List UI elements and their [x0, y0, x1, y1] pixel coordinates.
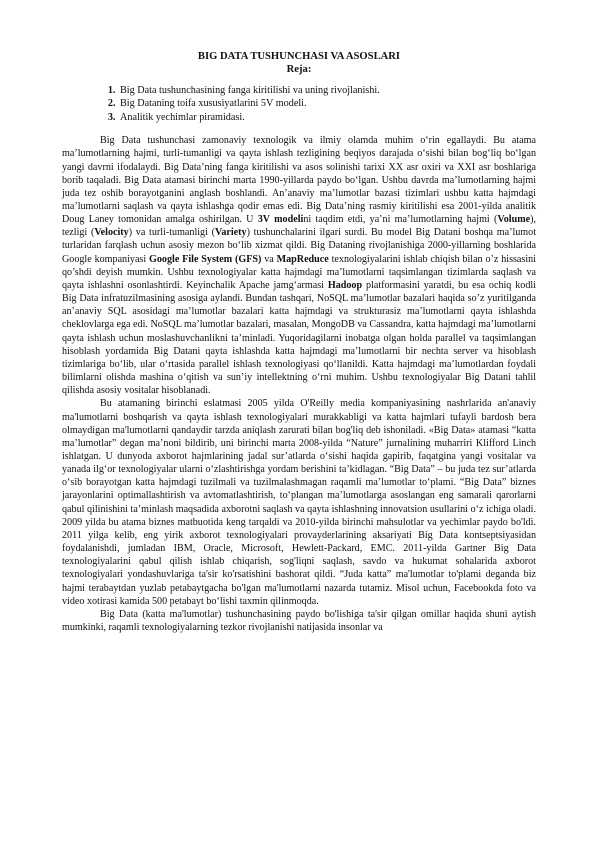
text-run: ni taqdim etdi, ya’ni ma’lumotlarning hajmi (	[303, 214, 498, 226]
text-run: Big Data (katta ma'lumotlar) tushunchasining paydo bo'lishiga ta'sir qilgan omillar haqida shuni aytish mumkinki, raqamli texnologiyalarning tezkor rivojlanishi natijasida insonlar va	[62, 608, 536, 633]
text-run: ), tezligi (	[62, 214, 536, 239]
plan-item: 3. Analitik yechimlar piramidasi.	[118, 111, 536, 124]
body-paragraph	[62, 397, 536, 608]
plan-item: 1. Big Data tushunchasining fanga kiritilishi va uning rivojlanishi.	[118, 84, 536, 97]
text-run: platformasini yaratdi, bu esa ochiq kodli Big Data infratuzilmasining asosiga aylandi. Bundan tashqari, NoSQL ma’lumotlar bazalari haqida so’z yuritilganda an’anaviy SQL asosidagi ma’lumotlar bazalari katta hajmdagi va strukturasiz ma’lumotlarni qayta ishlashda cheklovlarga ega edi. NoSQL ma’lumotlar bazalari, masalan, MongoDB va Cassandra, katta hajmdagi ma’lumotlarni qayta ishlash uchun moslashuvchanlikni ta’minladi. Yuqoridagilarni inobatga olgan holda parallel va taqsimlangan hisoblash yordamida Big Datani qayta ishlashda katta hajmdagi ma’lumotlarni bir nechta server va hisoblash tizimlariga bo‘lib, ular o‘rtasida parallel ishlash texnologiyasi qo‘llanildi. Katta hajmdagi ma’lumotlardan foydali bilimlarni olishda mashina o‘qitish va sun’iy intellektning o‘rni muhim. Ushbu texnologiyalar Big Datani tahlil qilishda asosiy vositalar hisoblanadi.	[62, 279, 537, 397]
document-subtitle: Reja:	[286, 64, 312, 75]
bold-term: Google File System (GFS)	[149, 253, 262, 265]
text-run: ) va turli-tumanligi (	[128, 227, 215, 239]
document-body	[62, 134, 536, 634]
text-run: va	[261, 253, 277, 265]
body-paragraph	[62, 608, 536, 634]
bold-term: 3V modeli	[257, 214, 304, 226]
text-run: Bu atamaning birinchi eslatmasi 2005 yilda O'Reilly media kompaniyasining nashrlarida an'anaviy ma'lumotlarni boshqarish va qayta ishlash texnologiyalari murakkabligi va katta hajmlari tufayli bardosh bera olmaydigan ma'lumotlarni qandaydir tarzda aniqlash zarurati bilan bog'liq deb ishoniladi. «Big Data» atamasi “katta ma’lumotlar” degan ma’noni bildirib, uni birinchi marta 2008-yilda “Nature” jurnalining muharriri Klifford Linch ishlatgan. U dunyoda axborot hajmlarining jadal sur’atlarda o‘sishi haqida gapirib, faqatgina yangi vositalar va yanada ilg‘or texnologiyalar ularni o‘zlashtirishga yordam berishini ta’kidlagan. “Big Data” – bu juda tez sur’atlarda o‘sib borayotgan katta hajmdagi tuzilmali va tuzilmalashmagan raqamli ma’lumotlar to‘plami. “Big Data” biznes jarayonlarini optimallashtirish va avtomatlashtirish, to‘plangan ma’lumotlarga asoslangan eng samarali qarorlarni qabul qilinishini ta’minlash maqsadida axborotni saqlash va qayta ishlashning innovatsion usullarini o‘z ichiga oladi. 2009 yilda bu atama biznes matbuotida keng tarqaldi va 2010-yilda birinchi mahsulotlar va yechimlar paydo bo'ldi. 2011 yilga kelib, eng yirik axborot texnologiyalari provayderlarining aksariyati Big Data kontseptsiyasidan foydalanishdi, jumladan IBM, Oracle, Microsoft, Hewlett-Packard, EMC. 2011-yilda Gartner Big Data texnologiyalarini qabul qilish ishlab chiqarish, sog'liqni saqlash, savdo va hukumat sohalarida axborot texnologiyalari yondashuvlariga ta'sir ko'rsatishini bashorat qildi. “Juda katta” ma'lumotlar to'plami deganda biz hajmi terabaytdan yuzlab petabaytgacha bo'lgan ma'lumotlarni nazarda tutamiz. Misol uchun, Facebookda foto va video xotirasi kamida 500 petabayt bo‘lishi taxmin qilinmoqda.	[62, 398, 536, 607]
bold-term: Velocity	[94, 227, 129, 239]
document-title: BIG DATA TUSHUNCHASI VA ASOSLARI	[197, 51, 401, 62]
document-page	[62, 50, 536, 634]
bold-term: Variety	[214, 227, 247, 239]
plan-list	[62, 84, 536, 124]
bold-term: MapReduce	[276, 253, 329, 265]
text-run: ) tushunchalarini ilgari surdi. Bu model Big Datani boshqa ma’lumot turlaridan farqlash uchun asosiy mezon bo‘lib xizmat qildi. Big Dataning rivojlanishiga 2000-yillarning boshlarida Google kompaniyasi	[62, 227, 536, 265]
text-run: texnologiyalarini ishlab chiqish bilan o’z hissasini qo’shdi deyish mumkin. Ushbu texnologiyalar katta hajmdagi ma’lumotlarni taqsimlangan tizimlarda saqlash va qayta ishlashni osonlashtirdi. Keyinchalik Apache jamg‘armasi	[62, 253, 536, 291]
text-run: Big Data tushunchasi zamonaviy texnologik va ilmiy olamda muhim o‘rin egallaydi. Bu atama ma’lumotlarning hajmi, turli-tumanligi va qayta ishlash tezligining beqiyos darajada o‘sishi bilan bog‘liq bo‘lgan yangi davrni ifodalaydi. Big Data’ning fanga kiritilishi va asos solinishi tarixi XX asr oxiri va XXI asr boshlariga borib taqaladi. Big Data atamasi birinchi marta 1990-yillarda paydo bo‘lgan. Ushbu davrda ma’lumotlarning hajmi juda tez oshib borayotganini anglash boshlandi. An’anaviy ma’lumotlar bazasi tizimlari ushbu katta hajmdagi ma’lumotlarni saqlash va qayta ishlashga qodir emas edi. Big Data’ning rasmiy kiritilishi esa 2001-yilda analitik Doug Laney tomonidan amalga oshirilgan. U	[62, 135, 536, 226]
bold-term: Volume	[497, 214, 531, 226]
body-paragraph	[62, 134, 536, 397]
plan-item: 2. Big Dataning toifa xususiyatlarini 5V modeli.	[118, 97, 536, 110]
bold-term: Hadoop	[327, 279, 363, 291]
